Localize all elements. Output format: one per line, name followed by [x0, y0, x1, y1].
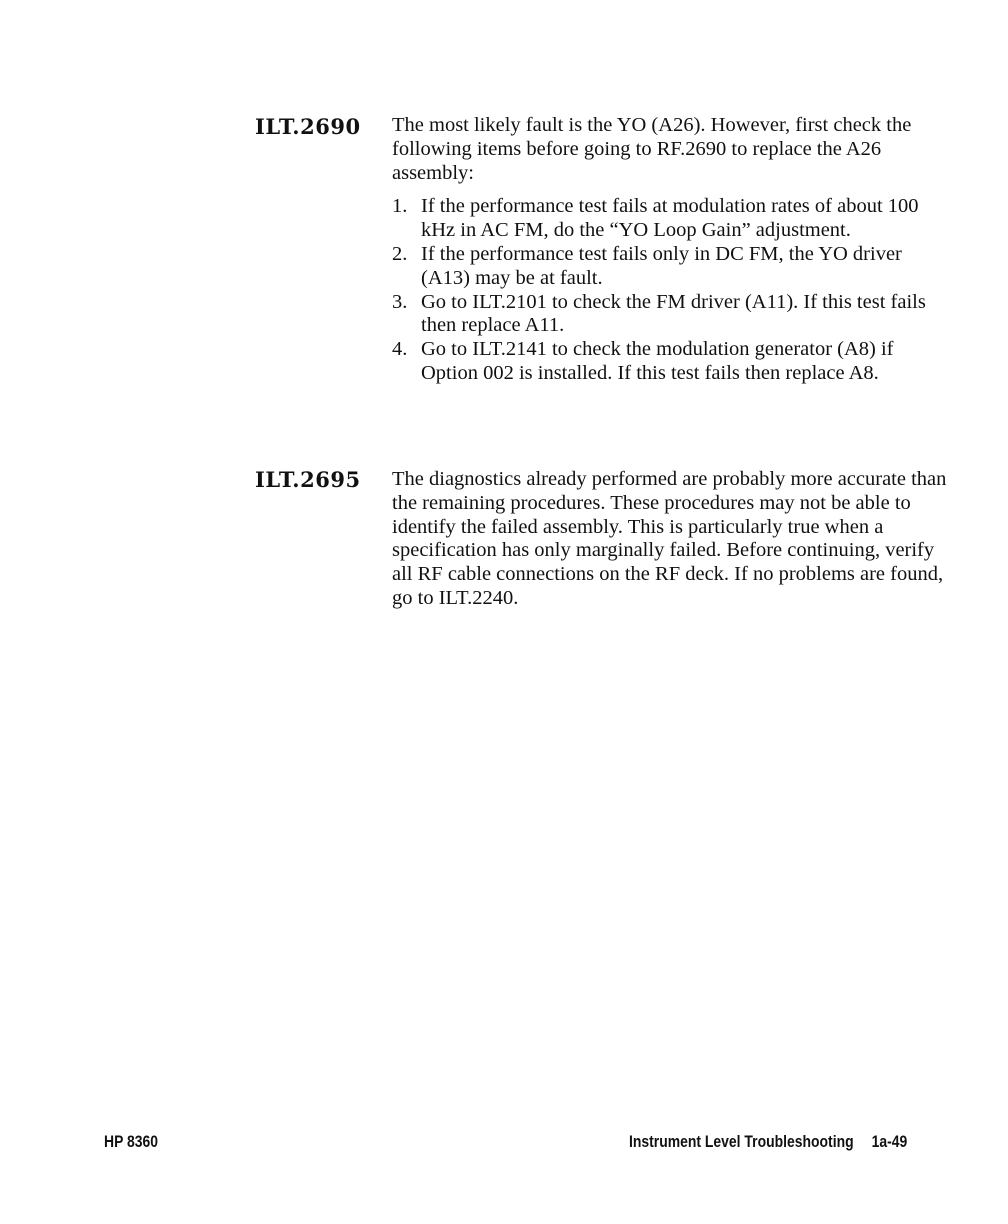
step-list — [392, 195, 952, 385]
step-text: If the performance test fails at modulation rates of about 100 kHz in AC FM, do the “YO Loop Gain” adjustment. — [421, 195, 919, 242]
step-text: If the performance test fails only in DC FM, the YO driver (A13) may be at fault. — [421, 242, 902, 289]
section-id-ilt-2690: ILT.2690 — [255, 114, 361, 139]
footer-model: HP 8360 — [104, 1132, 159, 1151]
list-item — [392, 195, 952, 243]
footer-section-title: Instrument Level Troubleshooting — [629, 1132, 854, 1151]
section-body-ilt-2690 — [392, 114, 952, 386]
list-item — [392, 243, 952, 291]
step-number: 4. — [392, 338, 408, 361]
list-item — [392, 291, 952, 339]
section-id-ilt-2695: ILT.2695 — [255, 467, 361, 492]
step-text: Go to ILT.2141 to check the modulation generator (A8) if Option 002 is installed. If this test fails then replace A8. — [421, 338, 894, 384]
footer-page-number: 1a-49 — [871, 1132, 908, 1151]
section-paragraph: The diagnostics already performed are probably more accurate than the remaining procedures. These procedures may not be able to identify the failed assembly. This is particularly true when a specification has only marginally failed. Before continuing, verify all RF cable connections on the RF deck. If no problems are found, go to ILT.2240. — [392, 468, 947, 609]
step-text: Go to ILT.2101 to check the FM driver (A11). If this test fails then replace A11. — [421, 290, 926, 337]
section-body-ilt-2695 — [392, 468, 952, 611]
step-number: 3. — [392, 290, 408, 313]
list-item — [392, 338, 952, 386]
step-number: 2. — [392, 242, 408, 265]
step-number: 1. — [392, 195, 408, 218]
section-intro: The most likely fault is the YO (A26). However, first check the following items before going to RF.2690 to replace the A26 assembly: — [392, 114, 912, 184]
footer-chapter — [629, 1132, 907, 1152]
